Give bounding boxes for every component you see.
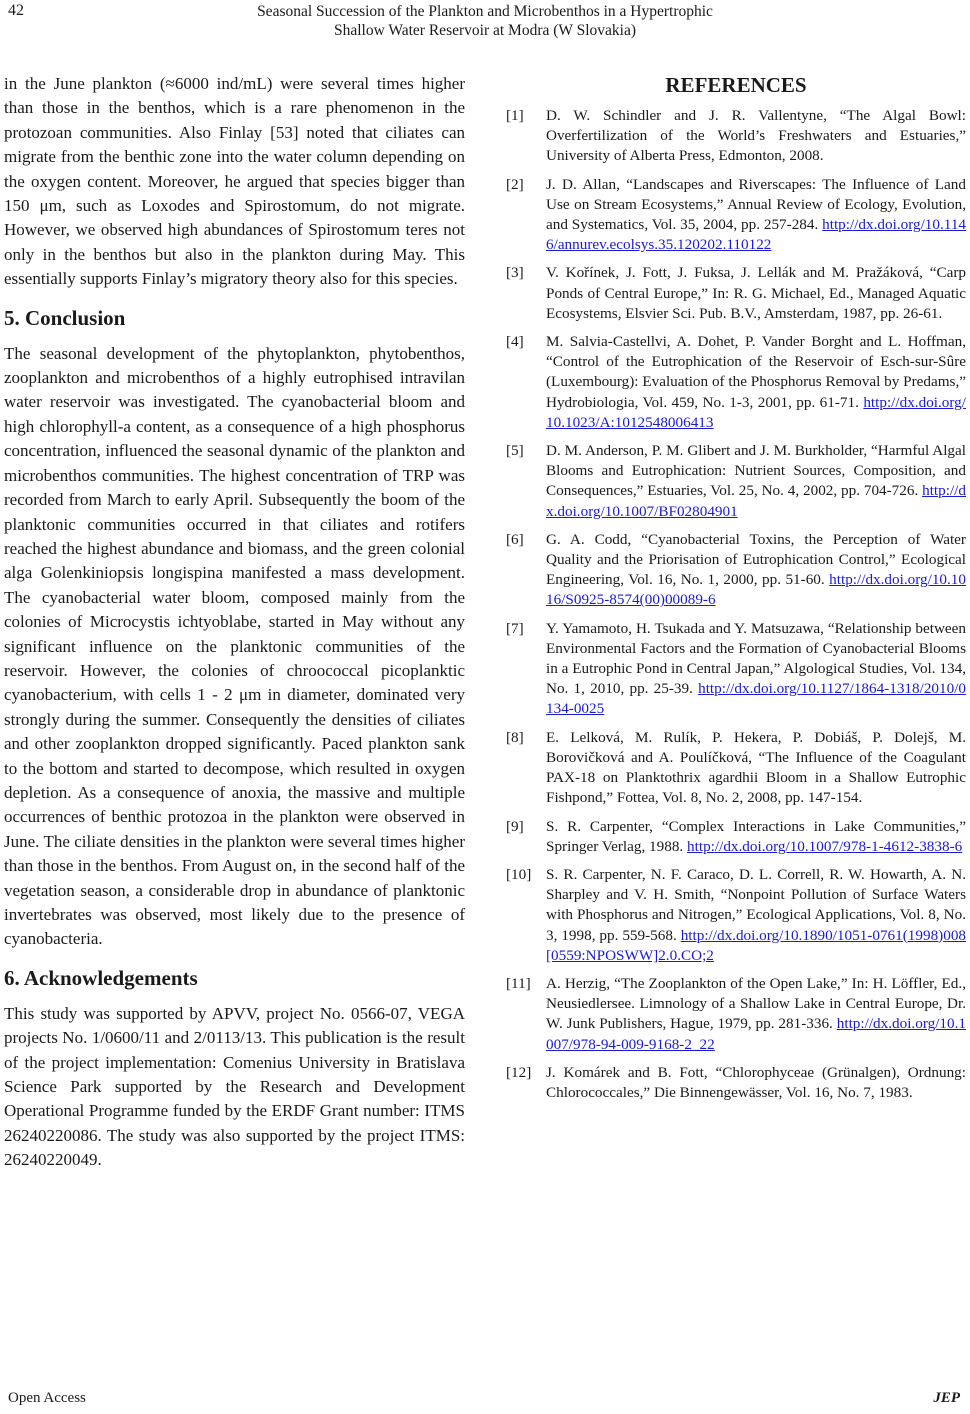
reference-number: [7] [506,619,524,637]
body-paragraph: in the June plankton (≈6000 ind/mL) were several times higher than those in the benthos, which is a rare phenomenon in the protozoan communities. Also Finlay [53] noted that ciliates can migrate from the benthic zone into the water column depending on the oxygen content. Moreover, he argued that species bigger than 150 μm, such as Loxodes and Spirostomum, do not migrate. However, we observed high abundances of Spirostomum teres not only in the benthos but also in the plankton during May. This essentially supports Finlay’s migratory theory also for this species. [4,74,465,289]
running-title [0,2,970,40]
references-column [506,72,966,1111]
reference-text: V. Kořínek, J. Fott, J. Fuksa, J. Lellák and M. Pražáková, “Carp Ponds of Central Europe,” In: R. G. Michael, Ed., Managed Aquatic Ecosystems, Elsvier Sci. Pub. B.V., Amsterdam, 1987, pp. 26-61. [546,264,966,322]
left-column [4,72,465,1173]
reference-item [506,1063,966,1103]
reference-doi-link[interactable]: http://dx.doi.org/10.1023/A:1012548006413 [546,393,966,431]
reference-item [506,530,966,611]
conclusion-paragraph: The seasonal development of the phytoplankton, phytobenthos, zooplankton and microbenthos of a highly eutrophised intravilan water reservoir was investigated. The cyanobacterial bloom and high chlorophyll-a content, as a consequence of a high phosphorus concentration, influenced the seasonal dynamic of the plankton and microbenthos communities. The highest concentration of TRP was recorded from March to early April. Subsequently the boom of the planktonic communities occurred in that ciliates and rotifers reached the highest abundance and biomass, and the green colonial alga Golenkiniopsis longispina manifested a mass development. The cyanobacterial water bloom, composed mainly from the colonies of Microcystis ichtyoblabe, started in May without any significant influence on the planktonic communities of the reservoir. However, the colonies of chroococcal picoplanktic cyanobacterium, with cells 1 - 2 μm in diameter, dominated very strongly during the summer. Consequently the densities of ciliates and other zooplankton dropped significantly. Paced plankton sank to the bottom and started to decompose, which resulted in oxygen depletion. As a consequence of anoxia, the massive and multiple occurrences of benthic protozoa in the plankton were observed in June. The ciliate densities in the plankton were several times higher than those in the benthos. From August on, in the second half of the vegetation season, a considerable drop in abundance of planktonic invertebrates was observed, most likely due to the presence of cyanobacteria. [4,343,465,949]
references-heading: REFERENCES [665,73,807,97]
reference-doi-link[interactable]: http://dx.doi.org/10.1007/BF02804901 [546,482,966,520]
reference-number: [12] [506,1063,532,1081]
page-number: 42 [8,2,24,19]
reference-text: G. A. Codd, “Cyanobacterial Toxins, the Perception of Water Quality and the Priorisation of Eutrophication Control,” Ecological Engineering, Vol. 16, No. 1, 2000, pp. 51-60. [546,530,966,589]
reference-doi-link[interactable]: http://dx.doi.org/10.1890/1051-0761(1998)008[0559:NPOSWW]2.0.CO;2 [546,926,967,964]
reference-text: M. Salvia-Castellvi, A. Dohet, P. Vander Borght and L. Hoffman, “Control of the Eutrophication of the Reservoir of Esch-sur-Sûre (Luxembourg): Evaluation of the Phosphorus Removal by Predams,” Hydrobiologia, Vol. 459, No. 1-3, 2001, pp. 61-71. [546,333,966,411]
reference-text: J. D. Allan, “Landscapes and Riverscapes: The Influence of Land Use on Stream Ecosystems,” Annual Review of Ecology, Evolution, and Systematics, Vol. 35, 2004, pp. 257-284. [546,175,966,234]
reference-number: [9] [506,817,524,835]
conclusion-heading: 5. Conclusion [4,305,126,330]
reference-item [506,865,966,966]
reference-item [506,817,966,857]
reference-text: A. Herzig, “The Zooplankton of the Open Lake,” In: H. Löffler, Ed., Neusiedlersee. Limnology of a Shallow Lake in Central Europe, Dr. W. Junk Publishers, Hague, 1979, pp. 281-336. [546,974,966,1033]
acknowledgements-heading: 6. Acknowledgements [4,965,198,990]
reference-item [506,106,966,167]
reference-number: [3] [506,264,524,282]
reference-number: [6] [506,530,524,548]
page-header [0,0,970,44]
reference-number: [4] [506,333,524,351]
reference-number: [8] [506,728,524,746]
reference-number: [11] [506,974,531,992]
reference-item [506,441,966,522]
running-title-line1: Seasonal Succession of the Plankton and Microbenthos in a Hypertrophic [257,3,713,20]
footer-open-access: Open Access [8,1390,86,1406]
running-title-line2: Shallow Water Reservoir at Modra (W Slovakia) [333,22,637,39]
reference-text: E. Lelková, M. Rulík, P. Hekera, P. Dobiáš, P. Dolejš, M. Borovičková and A. Poulíčková, “The Influence of the Coagulant PAX-18 on Planktothrix agardhii Bloom in a Shallow Eutrophic Fishpond,” Fottea, Vol. 8, No. 2, 2008, pp. 147-154. [546,728,966,807]
reference-doi-link[interactable]: http://dx.doi.org/10.1146/annurev.ecolsys.35.120202.110122 [546,216,967,254]
reference-text: D. W. Schindler and J. R. Vallentyne, “The Algal Bowl: Overfertilization of the World’s Freshwaters and Estuaries,” University of Alberta Press, Edmonton, 2008. [546,107,966,165]
reference-list [506,106,966,1103]
reference-doi-link[interactable]: http://dx.doi.org/10.1007/978-1-4612-3838-6 [687,837,963,855]
reference-item [506,175,966,256]
reference-number: [5] [506,442,524,460]
reference-number: [10] [506,865,532,883]
reference-doi-link[interactable]: http://dx.doi.org/10.1016/S0925-8574(00)00089-6 [546,571,966,609]
reference-item [506,974,966,1055]
reference-doi-link[interactable]: http://dx.doi.org/10.1007/978-94-009-9168-2_22 [546,1015,966,1053]
reference-text: S. R. Carpenter, N. F. Caraco, D. L. Correll, R. W. Howarth, A. N. Sharpley and V. H. Smith, “Nonpoint Pollution of Surface Waters with Phosphorus and Nitrogen,” Ecological Applications, Vol. 8, No. 3, 1998, pp. 559-568. [546,865,966,944]
acknowledgements-paragraph: This study was supported by APVV, project No. 0566-07, VEGA projects No. 1/0600/11 and 2/0113/13. This publication is the result of the project implementation: Comenius University in Bratislava Science Park supported by the Research and Development Operational Programme funded by the ERDF Grant number: ITMS 26240220086. The study was also supported by the project ITMS: 26240220049. [4,1003,465,1170]
footer-journal: JEP [933,1390,960,1406]
reference-number: [2] [506,175,524,193]
reference-text: D. M. Anderson, P. M. Glibert and J. M. Burkholder, “Harmful Algal Blooms and Eutrophication: Nutrient Sources, Composition, and Consequences,” Estuaries, Vol. 25, No. 4, 2002, pp. 704-726. [546,442,966,500]
reference-number: [1] [506,107,524,124]
reference-doi-link[interactable]: http://dx.doi.org/10.1127/1864-1318/2010/0134-0025 [546,680,967,718]
reference-item [506,619,966,720]
reference-item [506,728,966,809]
reference-text: S. R. Carpenter, “Complex Interactions in Lake Communities,” Springer Verlag, 1988. [546,817,966,855]
reference-text: J. Komárek and B. Fott, “Chlorophyceae (Grünalgen), Ordnung: Chlorococcales,” Die Binnengewässer, Vol. 16, No. 7, 1983. [546,1063,966,1101]
reference-item [506,263,966,324]
reference-item [506,332,966,433]
reference-text: Y. Yamamoto, H. Tsukada and Y. Matsuzawa, “Relationship between Environmental Factors and the Formation of Cyanobacterial Blooms in a Eutrophic Pond in Central Japan,” Algological Studies, Vol. 134, No. 1, 2010, pp. 25-39. [546,619,966,698]
